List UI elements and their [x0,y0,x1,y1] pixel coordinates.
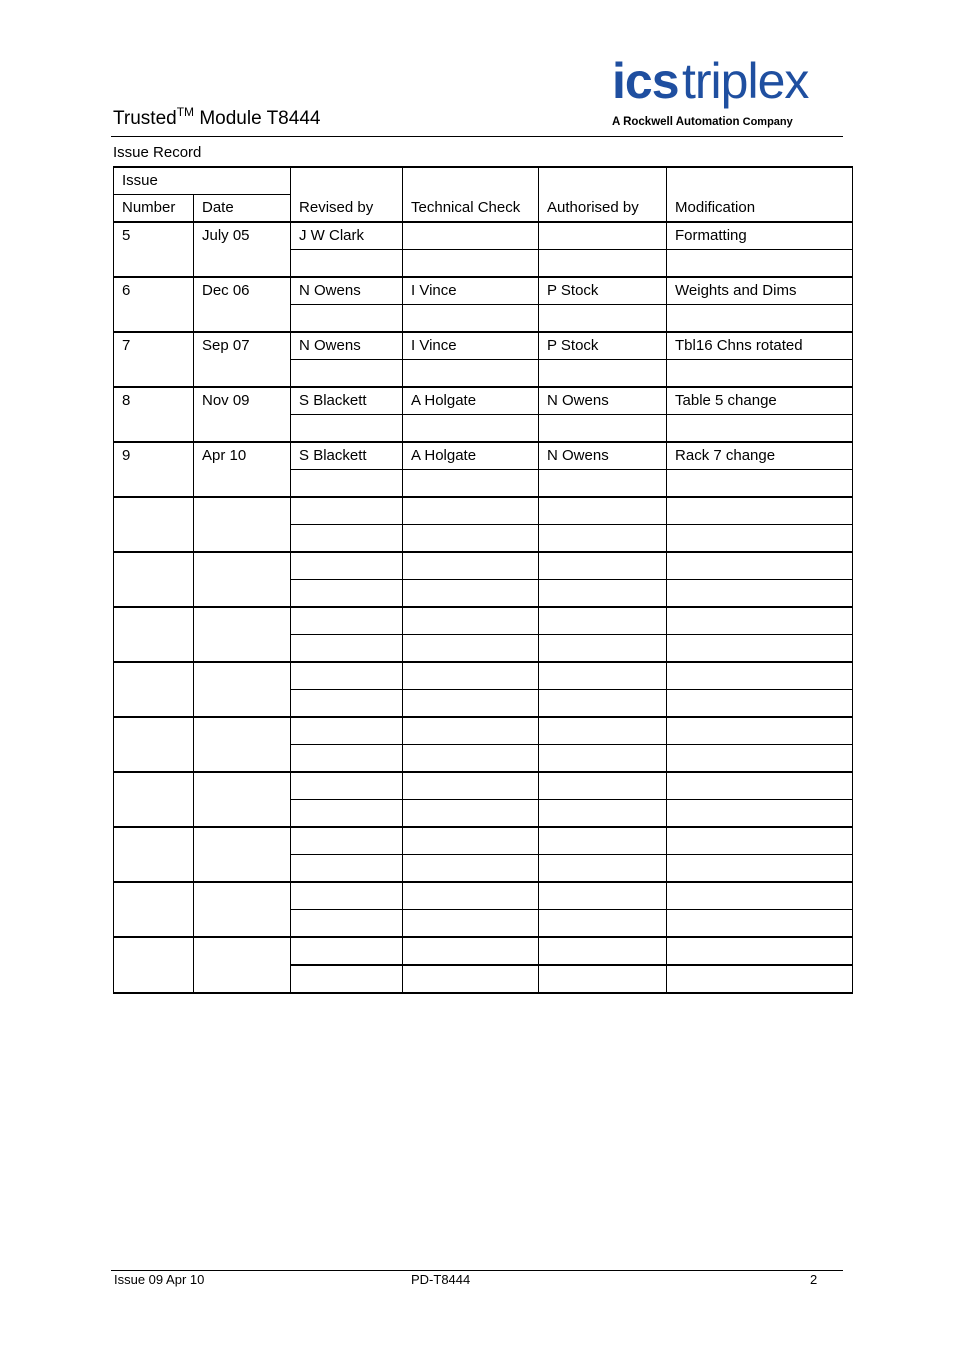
header-authorised-by: Authorised by [539,167,667,222]
cell-revised-by-extra [291,745,403,773]
cell-date: Nov 09 [194,387,291,442]
cell-revised-by: N Owens [291,277,403,305]
cell-revised-by-extra [291,580,403,608]
cell-technical-check [403,552,539,580]
cell-modification [667,772,853,800]
header-revised-by: Revised by [291,167,403,222]
cell-revised-by-extra [291,855,403,883]
cell-revised-by-extra [291,910,403,938]
table-row [114,442,853,470]
cell-modification-extra [667,525,853,553]
cell-revised-by-extra [291,360,403,388]
cell-technical-check-extra [403,855,539,883]
cell-technical-check [403,882,539,910]
cell-number [114,827,194,882]
cell-revised-by-extra [291,250,403,278]
cell-date [194,552,291,607]
header-divider [111,136,843,137]
cell-modification-extra [667,965,853,993]
cell-technical-check-extra [403,800,539,828]
cell-number [114,717,194,772]
cell-number [114,882,194,937]
cell-authorised-by [539,552,667,580]
cell-technical-check-extra [403,305,539,333]
table-row [114,387,853,415]
cell-number: 9 [114,442,194,497]
cell-authorised-by-extra [539,250,667,278]
cell-technical-check-extra [403,910,539,938]
cell-revised-by-extra [291,965,403,993]
cell-date [194,607,291,662]
table-row [114,882,853,910]
cell-authorised-by-extra [539,965,667,993]
cell-date: Dec 06 [194,277,291,332]
cell-revised-by: S Blackett [291,442,403,470]
cell-modification [667,552,853,580]
table-row [114,222,853,250]
cell-revised-by-extra [291,415,403,443]
cell-modification [667,662,853,690]
cell-modification-extra [667,855,853,883]
cell-revised-by [291,607,403,635]
cell-date: Sep 07 [194,332,291,387]
cell-number: 5 [114,222,194,277]
cell-revised-by-extra [291,525,403,553]
cell-authorised-by [539,717,667,745]
cell-date [194,497,291,552]
cell-date [194,827,291,882]
cell-revised-by [291,497,403,525]
cell-revised-by-extra [291,800,403,828]
cell-modification-extra [667,635,853,663]
cell-authorised-by [539,882,667,910]
cell-authorised-by [539,772,667,800]
cell-number [114,772,194,827]
cell-revised-by [291,717,403,745]
cell-modification-extra [667,580,853,608]
cell-technical-check [403,937,539,965]
cell-technical-check [403,497,539,525]
cell-revised-by-extra [291,470,403,498]
cell-authorised-by-extra [539,635,667,663]
cell-technical-check: I Vince [403,277,539,305]
cell-revised-by [291,772,403,800]
cell-modification [667,717,853,745]
cell-modification-extra [667,250,853,278]
table-header-row [114,167,853,195]
table-row [114,937,853,965]
cell-authorised-by: N Owens [539,387,667,415]
cell-revised-by [291,552,403,580]
cell-modification-extra [667,800,853,828]
cell-technical-check [403,717,539,745]
cell-number [114,607,194,662]
cell-revised-by-extra [291,305,403,333]
cell-authorised-by [539,662,667,690]
table-row [114,662,853,690]
footer-document-id: PD-T8444 [411,1272,471,1287]
header-number: Number [114,195,194,223]
cell-modification-extra [667,910,853,938]
cell-technical-check-extra [403,470,539,498]
cell-revised-by [291,937,403,965]
cell-technical-check: A Holgate [403,387,539,415]
title-suffix: Module T8444 [194,108,321,129]
cell-revised-by: J W Clark [291,222,403,250]
cell-number [114,497,194,552]
issue-record-table [113,166,853,994]
header-date: Date [194,195,291,223]
cell-number [114,662,194,717]
table-row [114,717,853,745]
cell-revised-by-extra [291,635,403,663]
table-row [114,552,853,580]
footer-divider [111,1270,843,1271]
cell-number [114,937,194,993]
document-title [113,105,321,129]
cell-authorised-by: P Stock [539,332,667,360]
cell-modification: Rack 7 change [667,442,853,470]
cell-revised-by: N Owens [291,332,403,360]
cell-date: Apr 10 [194,442,291,497]
cell-authorised-by-extra [539,470,667,498]
cell-authorised-by-extra [539,580,667,608]
header-technical-check: Technical Check [403,167,539,222]
cell-authorised-by-extra [539,745,667,773]
table-row [114,607,853,635]
cell-technical-check-extra [403,965,539,993]
cell-revised-by: S Blackett [291,387,403,415]
cell-date [194,937,291,993]
footer-page-number: 2 [810,1272,818,1287]
cell-revised-by [291,882,403,910]
trademark-superscript: TM [176,105,195,119]
cell-technical-check [403,607,539,635]
cell-technical-check [403,827,539,855]
header-issue: Issue [114,167,291,195]
cell-technical-check-extra [403,745,539,773]
cell-authorised-by-extra [539,415,667,443]
cell-technical-check [403,662,539,690]
cell-date [194,772,291,827]
cell-technical-check-extra [403,525,539,553]
cell-authorised-by [539,497,667,525]
cell-date [194,882,291,937]
logo-tagline [612,117,793,129]
section-title: Issue Record [113,144,202,161]
cell-modification [667,827,853,855]
cell-date [194,662,291,717]
cell-authorised-by-extra [539,525,667,553]
cell-modification: Weights and Dims [667,277,853,305]
logo-tagline-suffix: Company [739,116,793,128]
cell-technical-check-extra [403,415,539,443]
cell-authorised-by [539,937,667,965]
cell-number [114,552,194,607]
cell-authorised-by-extra [539,360,667,388]
cell-modification [667,607,853,635]
table-row [114,772,853,800]
cell-modification [667,497,853,525]
cell-authorised-by-extra [539,910,667,938]
title-prefix: Trusted [113,108,177,129]
cell-date: July 05 [194,222,291,277]
cell-number: 7 [114,332,194,387]
table-row [114,332,853,360]
cell-authorised-by [539,222,667,250]
cell-technical-check-extra [403,580,539,608]
cell-technical-check-extra [403,690,539,718]
cell-authorised-by-extra [539,855,667,883]
cell-authorised-by-extra [539,690,667,718]
cell-modification [667,882,853,910]
cell-technical-check [403,222,539,250]
cell-modification: Formatting [667,222,853,250]
footer-issue: Issue 09 Apr 10 [114,1272,205,1287]
cell-authorised-by: P Stock [539,277,667,305]
cell-modification: Tbl16 Chns rotated [667,332,853,360]
cell-modification [667,937,853,965]
cell-technical-check: A Holgate [403,442,539,470]
table-row [114,497,853,525]
cell-authorised-by [539,607,667,635]
cell-technical-check: I Vince [403,332,539,360]
cell-number: 6 [114,277,194,332]
cell-revised-by [291,662,403,690]
cell-modification-extra [667,305,853,333]
logo-triplex-text: triplex [682,53,809,109]
header-modification: Modification [667,167,853,222]
cell-date [194,717,291,772]
ics-triplex-logo [610,53,844,134]
table-row [114,827,853,855]
cell-authorised-by [539,827,667,855]
cell-modification: Table 5 change [667,387,853,415]
cell-modification-extra [667,415,853,443]
cell-revised-by-extra [291,690,403,718]
logo-ics-text: ics [612,53,679,109]
cell-authorised-by-extra [539,305,667,333]
cell-number: 8 [114,387,194,442]
cell-revised-by [291,827,403,855]
cell-modification-extra [667,690,853,718]
cell-technical-check-extra [403,250,539,278]
cell-authorised-by: N Owens [539,442,667,470]
logo-tagline-company: A Rockwell Automation [612,116,740,128]
cell-modification-extra [667,360,853,388]
table-row [114,277,853,305]
cell-technical-check-extra [403,360,539,388]
cell-modification-extra [667,745,853,773]
cell-modification-extra [667,470,853,498]
cell-technical-check-extra [403,635,539,663]
cell-authorised-by-extra [539,800,667,828]
cell-technical-check [403,772,539,800]
